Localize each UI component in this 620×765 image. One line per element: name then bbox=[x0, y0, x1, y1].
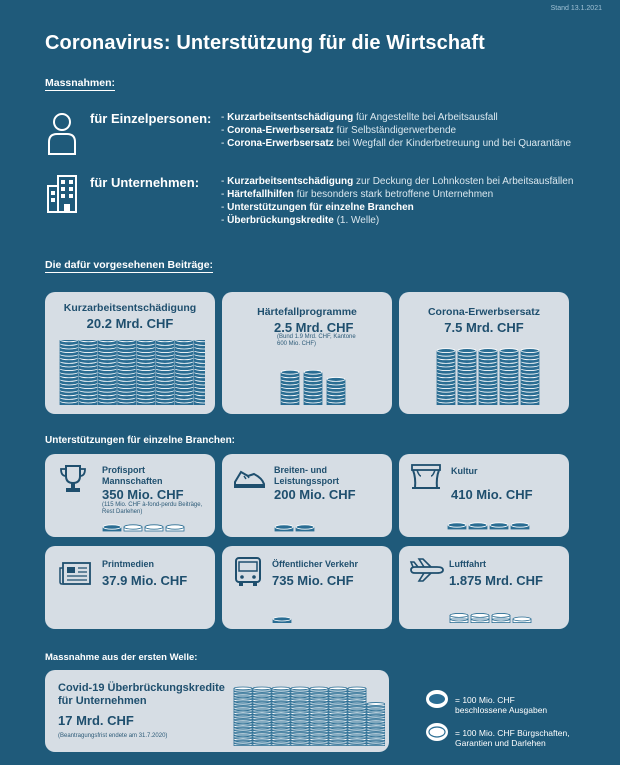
coin-filled bbox=[98, 340, 116, 343]
coin-outline bbox=[253, 687, 271, 691]
legend-outline-label: = 100 Mio. CHF Bürgschaften, Garantien und Darlehen bbox=[455, 728, 570, 748]
coin-outline bbox=[367, 703, 385, 707]
coin-filled bbox=[448, 523, 466, 529]
running-shoe-icon bbox=[232, 466, 266, 490]
coin-filled bbox=[469, 523, 487, 529]
coin-filled bbox=[500, 349, 518, 355]
coin-stacks bbox=[449, 596, 537, 624]
coin-stacks bbox=[233, 678, 385, 748]
coin-filled bbox=[281, 370, 299, 376]
card-title: Profisport Mannschaften bbox=[102, 465, 163, 486]
einzelpersonen-list bbox=[221, 111, 571, 150]
card-title: Printmedien bbox=[102, 559, 155, 569]
erste-welle-heading: Massnahme aus der ersten Welle: bbox=[45, 652, 198, 663]
legend-coin-filled bbox=[425, 689, 449, 709]
person-icon bbox=[46, 112, 78, 156]
coin-filled bbox=[79, 340, 97, 343]
card-title: Öffentlicher Verkehr bbox=[272, 559, 359, 569]
card-value: 7.5 Mrd. CHF bbox=[444, 320, 524, 335]
legend-coin-outline bbox=[425, 722, 449, 742]
coin-filled bbox=[511, 523, 529, 529]
page-title: Coronavirus: Unterstützung für die Wirtschaft bbox=[45, 32, 485, 54]
coin-filled bbox=[156, 340, 174, 343]
coin-filled bbox=[175, 340, 193, 343]
card-value: 200 Mio. CHF bbox=[274, 487, 356, 502]
coin-outline bbox=[471, 613, 489, 619]
theater-stage-icon bbox=[411, 464, 441, 490]
coin-filled bbox=[137, 340, 155, 343]
coin-filled bbox=[521, 349, 539, 355]
coin-outline bbox=[291, 687, 309, 691]
card-kurzarbeit bbox=[45, 292, 215, 414]
card-luftfahrt bbox=[399, 546, 569, 629]
coin-filled bbox=[275, 525, 293, 531]
card-title: Kultur bbox=[451, 466, 478, 476]
card-value: 17 Mrd. CHF bbox=[58, 713, 134, 728]
date-stamp: Stand 13.1.2021 bbox=[550, 5, 602, 12]
coin-outline bbox=[310, 687, 328, 691]
legend-filled-label: = 100 Mio. CHF beschlossene Ausgaben bbox=[455, 695, 548, 715]
coin-outline bbox=[450, 613, 468, 619]
coin-filled bbox=[103, 525, 121, 531]
bus-icon bbox=[234, 556, 262, 588]
coin-outline bbox=[513, 617, 531, 623]
newspaper-icon bbox=[59, 562, 91, 586]
coin-outline bbox=[234, 687, 252, 691]
coin-filled bbox=[304, 370, 322, 376]
card-title: Breiten- und Leistungssport bbox=[274, 465, 340, 486]
coin-outline bbox=[348, 687, 366, 691]
coin-filled bbox=[327, 377, 345, 383]
trophy-icon bbox=[59, 464, 87, 494]
coin-filled bbox=[273, 617, 291, 623]
list-item: - Unterstützungen für einzelne Branchen bbox=[221, 202, 414, 213]
card-oeffentlicher-verkehr bbox=[222, 546, 392, 629]
card-breitensport bbox=[222, 454, 392, 537]
coin-stacks bbox=[59, 340, 205, 406]
list-item: - Härtefallhilfen für besonders stark betroffene Unternehmen bbox=[221, 189, 494, 200]
airplane-icon bbox=[409, 558, 445, 582]
coin-filled bbox=[118, 340, 136, 343]
card-title: Corona-Erwerbsersatz bbox=[427, 306, 541, 318]
card-value: 37.9 Mio. CHF bbox=[102, 573, 188, 588]
coin-filled bbox=[60, 340, 78, 343]
coin-filled bbox=[490, 523, 508, 529]
card-note: (Bund 1.9 Mrd. CHF, Kantone 600 Mio. CHF) bbox=[277, 334, 356, 347]
card-title: Luftfahrt bbox=[449, 559, 486, 569]
list-item: - Corona-Erwerbsersatz bei Wegfall der Kinderbetreuung und bei Quarantäne bbox=[221, 138, 572, 149]
coin-stacks bbox=[447, 516, 557, 532]
massnahmen-heading: Massnahmen: bbox=[45, 77, 116, 89]
coin-outline bbox=[124, 525, 142, 531]
card-haertefall bbox=[222, 292, 392, 414]
card-value: 20.2 Mrd. CHF bbox=[86, 316, 174, 331]
coin-filled bbox=[296, 525, 314, 531]
card-value: 410 Mio. CHF bbox=[451, 487, 533, 502]
list-item: - Überbrückungskredite (1. Welle) bbox=[221, 215, 380, 226]
beitraege-heading: Die dafür vorgesehenen Beiträge: bbox=[45, 259, 214, 271]
building-icon bbox=[46, 174, 78, 214]
branchen-heading: Unterstützungen für einzelne Branchen: bbox=[45, 435, 236, 446]
coin-stacks bbox=[280, 358, 348, 406]
einzelpersonen-label: für Einzelpersonen: bbox=[90, 111, 212, 126]
coin-stacks bbox=[274, 518, 319, 534]
card-note: (Beantragungsfrist endete am 31.7.2020) bbox=[58, 733, 168, 739]
coin-outline bbox=[166, 525, 184, 531]
card-profisport bbox=[45, 454, 215, 537]
card-title: Kurzarbeitsentschädigung bbox=[63, 302, 197, 314]
list-item: - Kurzarbeitsentschädigung zur Deckung der Lohnkosten bei Arbeitsausfällen bbox=[221, 176, 574, 187]
card-title: Covid-19 Überbrückungskredite für Unternehmen bbox=[58, 682, 225, 707]
unternehmen-label: für Unternehmen: bbox=[90, 175, 200, 190]
coin-outline bbox=[145, 525, 163, 531]
card-printmedien bbox=[45, 546, 215, 629]
card-value: 735 Mio. CHF bbox=[272, 573, 354, 588]
card-value: 350 Mio. CHF bbox=[102, 487, 184, 502]
card-kultur bbox=[399, 454, 569, 537]
coin-filled bbox=[458, 349, 476, 355]
card-value: 2.5 Mrd. CHF bbox=[274, 320, 354, 335]
coin-stacks bbox=[102, 518, 197, 534]
coin-outline bbox=[492, 613, 510, 619]
coin-filled bbox=[194, 340, 205, 343]
card-note: (115 Mio. CHF à-fond-perdu Beiträge, Rest Darlehen) bbox=[102, 502, 203, 515]
coin-filled bbox=[437, 349, 455, 355]
coin-outline bbox=[329, 687, 347, 691]
list-item: - Corona-Erwerbsersatz für Selbständigerwerbende bbox=[221, 125, 457, 136]
coin-outline bbox=[272, 687, 290, 691]
card-erwerbsersatz bbox=[399, 292, 569, 414]
coin-stacks bbox=[272, 596, 336, 624]
card-ueberbrueckungskredite bbox=[45, 670, 389, 752]
unternehmen-list bbox=[221, 175, 573, 227]
card-value: 1.875 Mrd. CHF bbox=[449, 573, 543, 588]
coin-filled bbox=[479, 349, 497, 355]
coin-stacks bbox=[436, 348, 542, 406]
list-item: - Kurzarbeitsentschädigung für Angestellte bei Arbeitsausfall bbox=[221, 112, 498, 123]
card-title: Härtefallprogramme bbox=[257, 306, 357, 318]
